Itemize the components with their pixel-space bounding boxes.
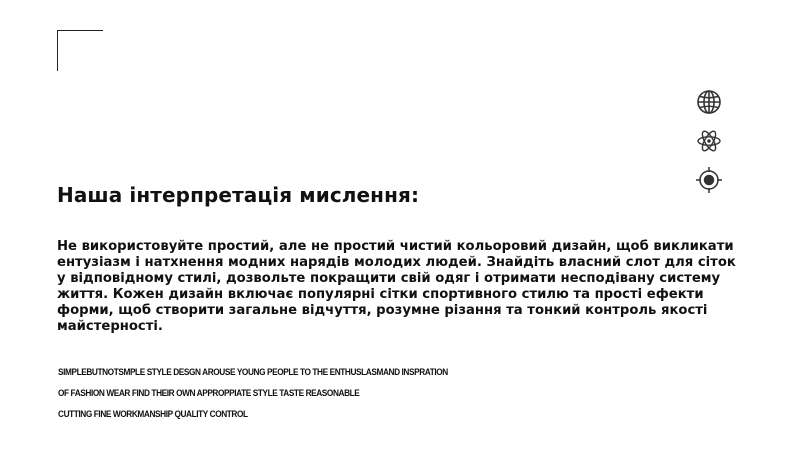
globe-icon	[695, 88, 723, 116]
page-heading: Наша інтерпретація мислення:	[57, 183, 420, 207]
english-caption-line-2: OF FASHION WEAR FIND THEIR OWN APPROPPIATE STYLE TASTE REASONABLE	[58, 388, 360, 398]
atom-icon	[695, 127, 723, 155]
english-caption-line-3: CUTTING FINE WORKMANSHIP QUALITY CONTROL	[58, 409, 248, 419]
corner-frame-mark	[57, 30, 103, 71]
target-icon	[695, 166, 723, 194]
body-paragraph: Не використовуйте простий, але не простий чистий кольоровий дизайн, щоб викликати ентузіазм і натхнення модних нарядів молодих людей. Знайдіть власний слот для сіток у відповідному стилі, дозвольте покращити свій одяг і отримати несподівану систему життя. Кожен дизайн включає популярні сітки спортивного стилю та прості ефекти форми, щоб створити загальне відчуття, розумне різання та тонкий контроль якості майстерності.	[57, 239, 736, 334]
english-caption-line-1: SIMPLEBUTNOTSMPLE STYLE DESGN AROUSE YOUNG PEOPLE TO THE ENTHUSLASMAND INSPRATION	[58, 367, 448, 377]
icon-column	[695, 88, 723, 205]
